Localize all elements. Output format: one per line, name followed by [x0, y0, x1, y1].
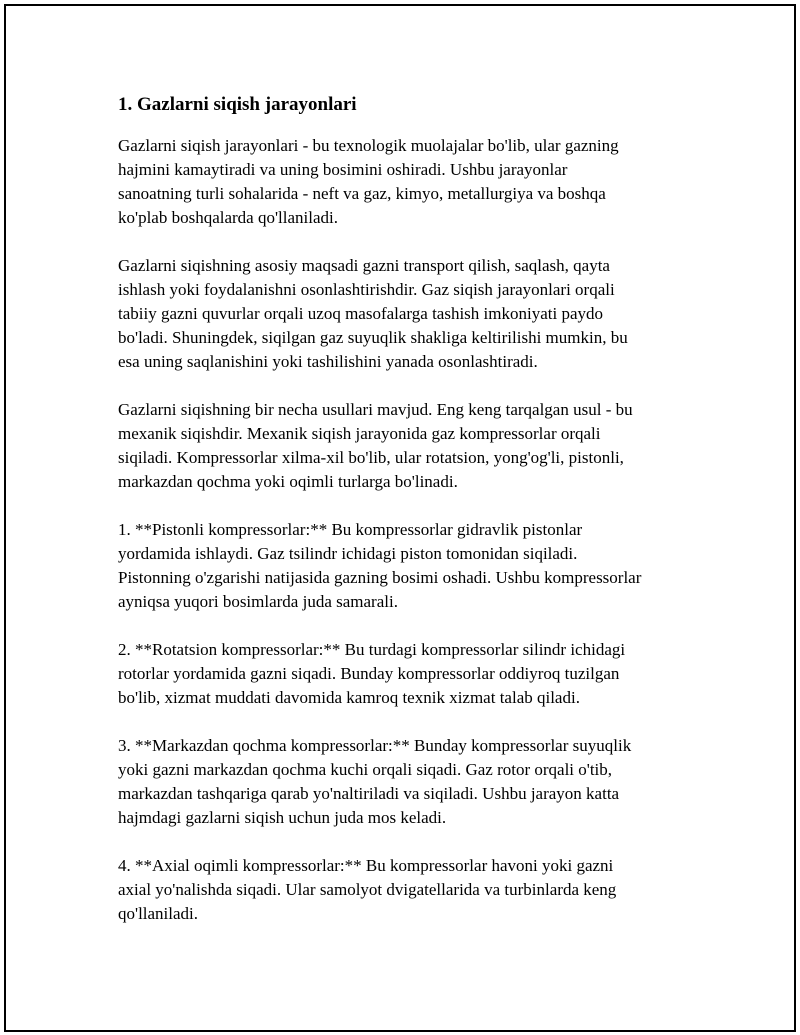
paragraph-rotary-compressors: 2. **Rotatsion kompressorlar:** Bu turdagi kompressorlar silindr ichidagi rotorlar yordamida gazni siqadi. Bunday kompressorlar oddiyroq tuzilgan bo'lib, xizmat muddati davomida kamroq texnik xizmat talab qiladi.: [118, 640, 626, 707]
paragraph-intro: Gazlarni siqish jarayonlari - bu texnologik muolajalar bo'lib, ular gazning hajmini kamaytiradi va uning bosimini oshiradi. Ushbu jarayonlar sanoatning turli sohalarida - neft va gaz, kimyo, metallurgiya va boshqa ko'plab boshqalarda qo'llaniladi.: [118, 136, 619, 227]
paragraph-piston-compressors: 1. **Pistonli kompressorlar:** Bu kompressorlar gidravlik pistonlar yordamida ishlaydi. Gaz tsilindr ichidagi piston tomonidan siqiladi. Pistonning o'zgarishi natijasida gazning bosimi oshadi. Ushbu kompressorlar ayniqsa yuqori bosimlarda juda samarali.: [118, 520, 642, 611]
paragraph-methods: Gazlarni siqishning bir necha usullari mavjud. Eng keng tarqalgan usul - bu mexanik siqishdir. Mexanik siqish jarayonida gaz kompressorlar orqali siqiladi. Kompressorlar xilma-xil bo'lib, ular rotatsion, yong'og'li, pistonli, markazdan qochma yoki oqimli turlarga bo'linadi.: [118, 400, 633, 491]
document-body: [118, 92, 698, 950]
paragraph-purpose: Gazlarni siqishning asosiy maqsadi gazni transport qilish, saqlash, qayta ishlash yoki foydalanishni osonlashtirishdir. Gaz siqish jarayonlari orqali tabiiy gazni quvurlar orqali uzoq masofalarga tashish imkoniyati paydo bo'ladi. Shuningdek, siqilgan gaz suyuqlik shakliga keltirilishi mumkin, bu esa uning saqlanishini yoki tashilishini yanada osonlashtiradi.: [118, 256, 628, 371]
paragraph-list: [118, 134, 698, 926]
paragraph-axial-compressors: 4. **Axial oqimli kompressorlar:** Bu kompressorlar havoni yoki gazni axial yo'nalishda siqadi. Ular samolyot dvigatellarida va turbinlarda keng qo'llaniladi.: [118, 856, 617, 923]
paragraph-centrifugal-compressors: 3. **Markazdan qochma kompressorlar:** Bunday kompressorlar suyuqlik yoki gazni markazdan qochma kuchi orqali siqadi. Gaz rotor orqali o'tib, markazdan tashqariga qarab yo'naltiriladi va siqiladi. Ushbu jarayon katta hajmdagi gazlarni siqish uchun juda mos keladi.: [118, 736, 632, 827]
section-heading: 1. Gazlarni siqish jarayonlari: [118, 94, 357, 115]
